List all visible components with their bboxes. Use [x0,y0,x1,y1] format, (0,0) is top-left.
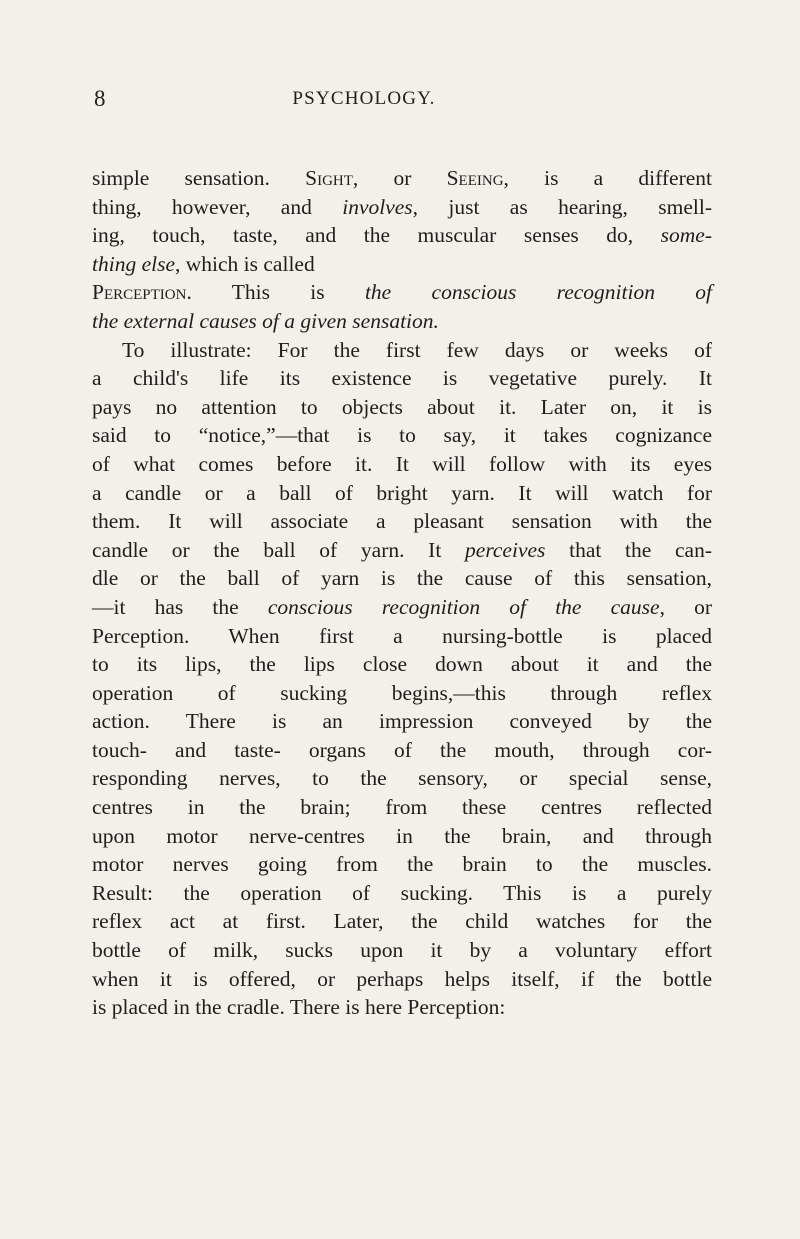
text-line: them. It will associate a pleasant sensation with the [92,509,712,534]
text-line: Perception. This is the conscious recognition of [92,280,712,305]
text-line: of what comes before it. It will follow with its eyes [92,451,712,476]
running-head: PSYCHOLOGY. [292,88,436,109]
text-line: said to “notice,”—that is to say, it takes cognizance [92,423,712,448]
text-line: bottle of milk, sucks upon it by a voluntary effort [92,938,712,963]
text-line: a child's life its existence is vegetative purely. It [92,366,712,391]
text-line: touch- and taste- organs of the mouth, through cor- [92,737,712,762]
page-number: 8 [94,86,106,111]
text-line: upon motor nerve-centres in the brain, and through [92,823,712,848]
text-line: operation of sucking begins,—this through reflex [92,680,712,705]
text-line: to its lips, the lips close down about it and the [92,652,712,677]
text-line: motor nerves going from the brain to the muscles. [92,852,712,877]
body-text [92,164,712,1022]
text-line: thing, however, and involves, just as hearing, smell- [92,194,713,219]
text-line: reflex act at first. Later, the child watches for the [92,909,712,934]
text-line: Result: the operation of sucking. This is a purely [92,880,712,905]
text-line: To illustrate: For the first few days or weeks of [122,337,712,362]
text-line: when it is offered, or perhaps helps itself, if the bottle [92,966,712,991]
text-line: centres in the brain; from these centres reflected [92,795,712,820]
text-line: simple sensation. Sight, or Seeing, is a different [92,166,713,190]
text-line: —it has the conscious recognition of the cause, or [92,594,713,619]
text-line: the external causes of a given sensation. [92,308,439,333]
text-line: thing else, which is called [92,251,315,276]
text-line: Perception. When first a nursing-bottle is placed [92,623,712,648]
text-line: ing, touch, taste, and the muscular senses do, some- [92,223,712,248]
text-line: is placed in the cradle. There is here Perception: [92,995,506,1020]
page-header [94,86,634,112]
text-line: candle or the ball of yarn. It perceives that the can- [92,537,713,562]
text-line: action. There is an impression conveyed by the [92,709,712,734]
text-line: pays no attention to objects about it. Later on, it is [92,394,712,419]
text-line: dle or the ball of yarn is the cause of this sensation, [92,566,712,591]
text-line: responding nerves, to the sensory, or special sense, [92,766,712,791]
text-line: a candle or a ball of bright yarn. It will watch for [92,480,712,505]
